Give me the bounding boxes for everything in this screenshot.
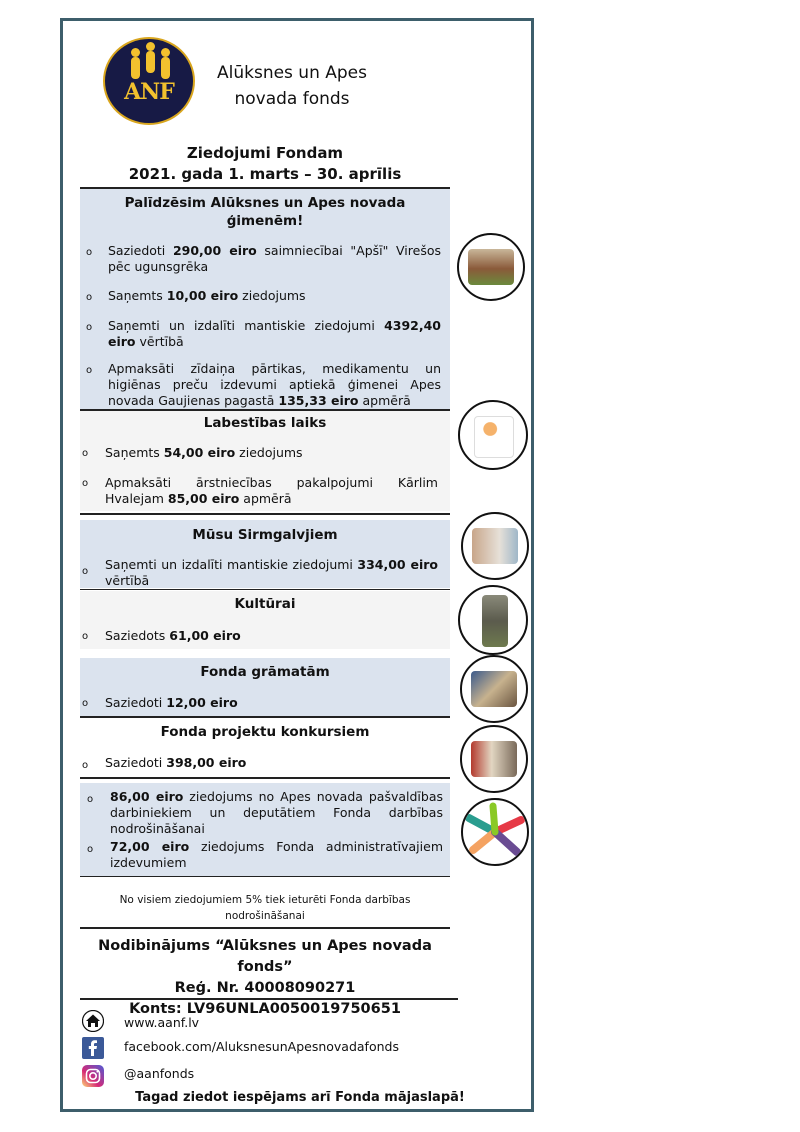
item-amount: 12,00 eiro bbox=[166, 695, 238, 710]
bullet: o bbox=[82, 631, 89, 642]
bank-account: Konts: LV96UNLA0050019750651 bbox=[129, 1001, 401, 1017]
section-projects bbox=[80, 718, 450, 778]
item-text: Saziedots bbox=[105, 628, 170, 643]
item-text: Saziedoti bbox=[105, 755, 167, 770]
logo-figure bbox=[131, 57, 140, 79]
bullet: o bbox=[82, 760, 89, 771]
item-amount: 86,00 eiro bbox=[110, 789, 184, 804]
facebook-icon bbox=[82, 1037, 104, 1059]
divider bbox=[80, 589, 450, 590]
item-text: Saziedoti bbox=[105, 695, 167, 710]
org-title-line: Alūksnes un Apes bbox=[216, 63, 367, 83]
list-item bbox=[105, 475, 438, 507]
cattle-photo bbox=[457, 233, 525, 301]
item-text: apmērā bbox=[239, 491, 292, 506]
section-title: Kultūrai bbox=[234, 596, 296, 612]
item-amount: 85,00 eiro bbox=[167, 491, 240, 506]
deduction-note: No visiem ziedojumiem 5% tiek ieturēti Fonda darbības nodrošināšanai bbox=[119, 894, 411, 922]
item-text: ziedojums bbox=[238, 288, 306, 303]
item-amount: 61,00 eiro bbox=[169, 628, 241, 643]
bullet: o bbox=[82, 478, 89, 489]
registration-number: Reģ. Nr. 40008090271 bbox=[174, 980, 356, 996]
facebook-link[interactable]: facebook.com/AluksnesunApesnovadafonds bbox=[124, 1039, 399, 1054]
legal-name: Nodibinājums “Alūksnes un Apes novada fonds” bbox=[98, 938, 432, 975]
section-families bbox=[80, 189, 450, 409]
title-line: Ziedojumi Fondam bbox=[186, 144, 344, 162]
list-item bbox=[105, 695, 438, 711]
bullet: o bbox=[86, 292, 93, 303]
instagram-link[interactable]: @aanfonds bbox=[124, 1066, 195, 1081]
list-item bbox=[108, 288, 441, 304]
bullet: o bbox=[82, 698, 89, 709]
list-item bbox=[108, 318, 441, 350]
divider bbox=[80, 998, 458, 1000]
footer-text: Tagad ziedot iespējams arī Fonda mājaslapā! bbox=[135, 1090, 465, 1105]
title-line: 2021. gada 1. marts – 30. aprīlis bbox=[128, 165, 402, 183]
list-item bbox=[105, 445, 438, 461]
org-title bbox=[212, 60, 372, 112]
item-amount: 135,33 eiro bbox=[278, 393, 359, 408]
section-seniors bbox=[80, 520, 450, 588]
item-text: ziedojums Fonda administratīvajiem izdevumiem bbox=[110, 839, 443, 870]
hands-graphic bbox=[461, 798, 529, 866]
item-text: saimniecībai "Apšī" Virešos pēc ugunsgrēka bbox=[108, 243, 442, 274]
item-amount: 54,00 eiro bbox=[163, 445, 236, 460]
section-title: Fonda grāmatām bbox=[200, 664, 330, 680]
org-title-line: novada fonds bbox=[234, 89, 350, 109]
item-text: vērtībā bbox=[135, 334, 184, 349]
item-amount: 398,00 eiro bbox=[166, 755, 247, 770]
item-amount: 290,00 eiro bbox=[172, 243, 257, 258]
logo-text: ANF bbox=[124, 79, 174, 105]
bullet: o bbox=[86, 365, 93, 376]
books-photo bbox=[460, 655, 528, 723]
item-amount: 334,00 eiro bbox=[357, 557, 438, 572]
legal-info bbox=[80, 936, 450, 1020]
list-item bbox=[108, 361, 441, 409]
item-text: Saņemts bbox=[105, 445, 164, 460]
item-text: apmērā bbox=[358, 393, 411, 408]
item-text: Apmaksāti zīdaiņa pārtikas, medikamentu un higiēnas preču izdevumi aptiekā ģimenei Apes novada Gaujienas pagastā bbox=[108, 361, 441, 408]
anf-logo bbox=[103, 37, 195, 125]
home-icon bbox=[82, 1010, 104, 1032]
list-item bbox=[110, 839, 443, 871]
section-title-line: ģimenēm! bbox=[226, 213, 304, 229]
projects-photo bbox=[460, 725, 528, 793]
item-amount: 72,00 eiro bbox=[110, 839, 190, 854]
divider bbox=[80, 777, 450, 779]
item-amount: 4392,40 eiro bbox=[108, 318, 441, 349]
item-text: Saņemts bbox=[108, 288, 167, 303]
item-text: Saņemti un izdalīti mantiskie ziedojumi bbox=[108, 318, 385, 333]
hands-icon bbox=[463, 800, 527, 864]
instagram-icon bbox=[82, 1065, 104, 1087]
section-culture bbox=[80, 591, 450, 649]
seniors-photo bbox=[461, 512, 529, 580]
section-title: Fonda projektu konkursiem bbox=[160, 724, 370, 740]
section-title: Mūsu Sirmgalvjiem bbox=[192, 527, 338, 543]
section-admin bbox=[80, 783, 450, 876]
section-books bbox=[80, 658, 450, 716]
kindness-drawing bbox=[458, 400, 528, 470]
item-text: Saziedoti bbox=[108, 243, 173, 258]
divider bbox=[80, 927, 450, 929]
list-item bbox=[105, 755, 438, 771]
item-text: Apmaksāti ārstniecības pakalpojumi Kārlim Hvalejam bbox=[105, 475, 438, 506]
item-text: ziedojums bbox=[235, 445, 303, 460]
culture-photo bbox=[458, 585, 528, 655]
bullet: o bbox=[86, 322, 93, 333]
bullet: o bbox=[82, 566, 89, 577]
website-link[interactable]: www.aanf.lv bbox=[124, 1015, 200, 1030]
logo-figure bbox=[146, 51, 155, 73]
list-item bbox=[110, 789, 443, 837]
bullet: o bbox=[82, 448, 89, 459]
item-text: Saņemti un izdalīti mantiskie ziedojumi bbox=[105, 557, 358, 572]
section-kindness bbox=[80, 411, 450, 511]
bullet: o bbox=[87, 794, 94, 805]
section-title-line: Palīdzēsim Alūksnes un Apes novada bbox=[124, 195, 406, 211]
section-title bbox=[80, 194, 450, 230]
item-amount: 10,00 eiro bbox=[166, 288, 239, 303]
list-item bbox=[108, 243, 441, 275]
item-text: ziedojums no Apes novada pašvaldības darbiniekiem un deputātiem Fonda darbības nodrošināšanai bbox=[110, 789, 444, 836]
logo-figure bbox=[161, 57, 170, 79]
item-text: vērtībā bbox=[105, 573, 150, 588]
divider bbox=[80, 876, 450, 877]
section-title: Labestības laiks bbox=[203, 415, 327, 431]
bullet: o bbox=[86, 247, 93, 258]
list-item bbox=[105, 628, 438, 644]
list-item bbox=[105, 557, 438, 589]
bullet: o bbox=[87, 844, 94, 855]
divider bbox=[80, 513, 450, 515]
page-title bbox=[100, 143, 430, 185]
